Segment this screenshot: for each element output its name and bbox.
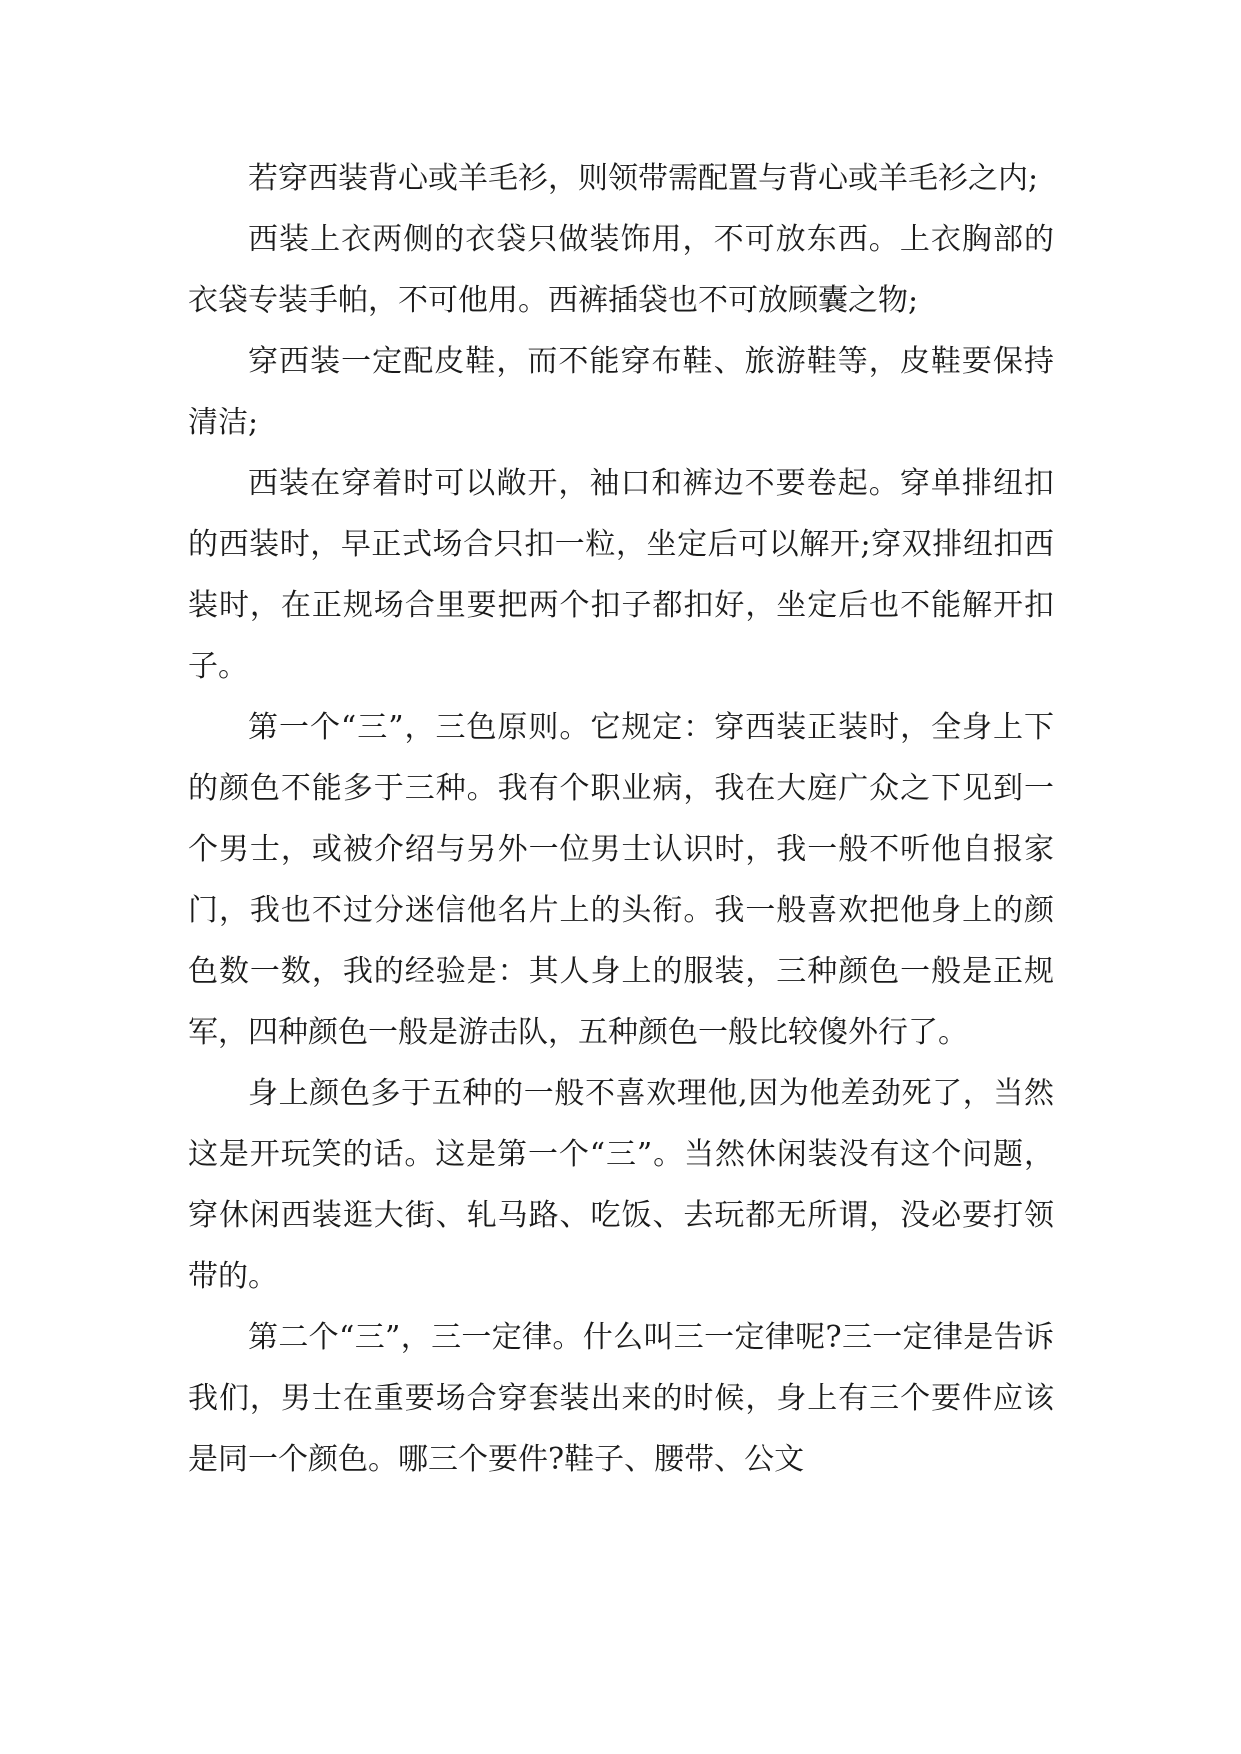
paragraph-pockets: 西装上衣两侧的衣袋只做装饰用，不可放东西。上衣胸部的衣袋专装手帕，不可他用。西裤插袋也不可放顾囊之物; [188, 222, 1054, 318]
paragraph-three-one-rule: 第二个“三”，三一定律。什么叫三一定律呢?三一定律是告诉我们，男士在重要场合穿套装出来的时候，身上有三个要件应该是同一个颜色。哪三个要件?鞋子、腰带、公文 [188, 1320, 1054, 1477]
paragraph-more-than-five-colors: 身上颜色多于五种的一般不喜欢理他,因为他差劲死了，当然这是开玩笑的话。这是第一个“三”。当然休闲装没有这个问题，穿休闲西装逛大街、轧马路、吃饭、去玩都无所谓，没必要打领带的。 [188, 1076, 1054, 1294]
paragraph-shoes: 穿西装一定配皮鞋，而不能穿布鞋、旅游鞋等，皮鞋要保持清洁; [188, 344, 1054, 440]
paragraph-vest-tie: 若穿西装背心或羊毛衫，则领带需配置与背心或羊毛衫之内; [248, 161, 1039, 196]
paragraph-three-color-rule: 第一个“三”，三色原则。它规定：穿西装正装时，全身上下的颜色不能多于三种。我有个职业病，我在大庭广众之下见到一个男士，或被介绍与另外一位男士认识时，我一般不听他自报家门，我也不过分迷信他名片上的头衔。我一般喜欢把他身上的颜色数一数，我的经验是：其人身上的服装，三种颜色一般是正规军，四种颜色一般是游击队，五种颜色一般比较傻外行了。 [188, 710, 1054, 1050]
paragraph-buttons: 西装在穿着时可以敞开，袖口和裤边不要卷起。穿单排纽扣的西装时，早正式场合只扣一粒，坐定后可以解开;穿双排纽扣西装时，在正规场合里要把两个扣子都扣好，坐定后也不能解开扣子。 [188, 466, 1054, 684]
document-page [188, 148, 1054, 1490]
